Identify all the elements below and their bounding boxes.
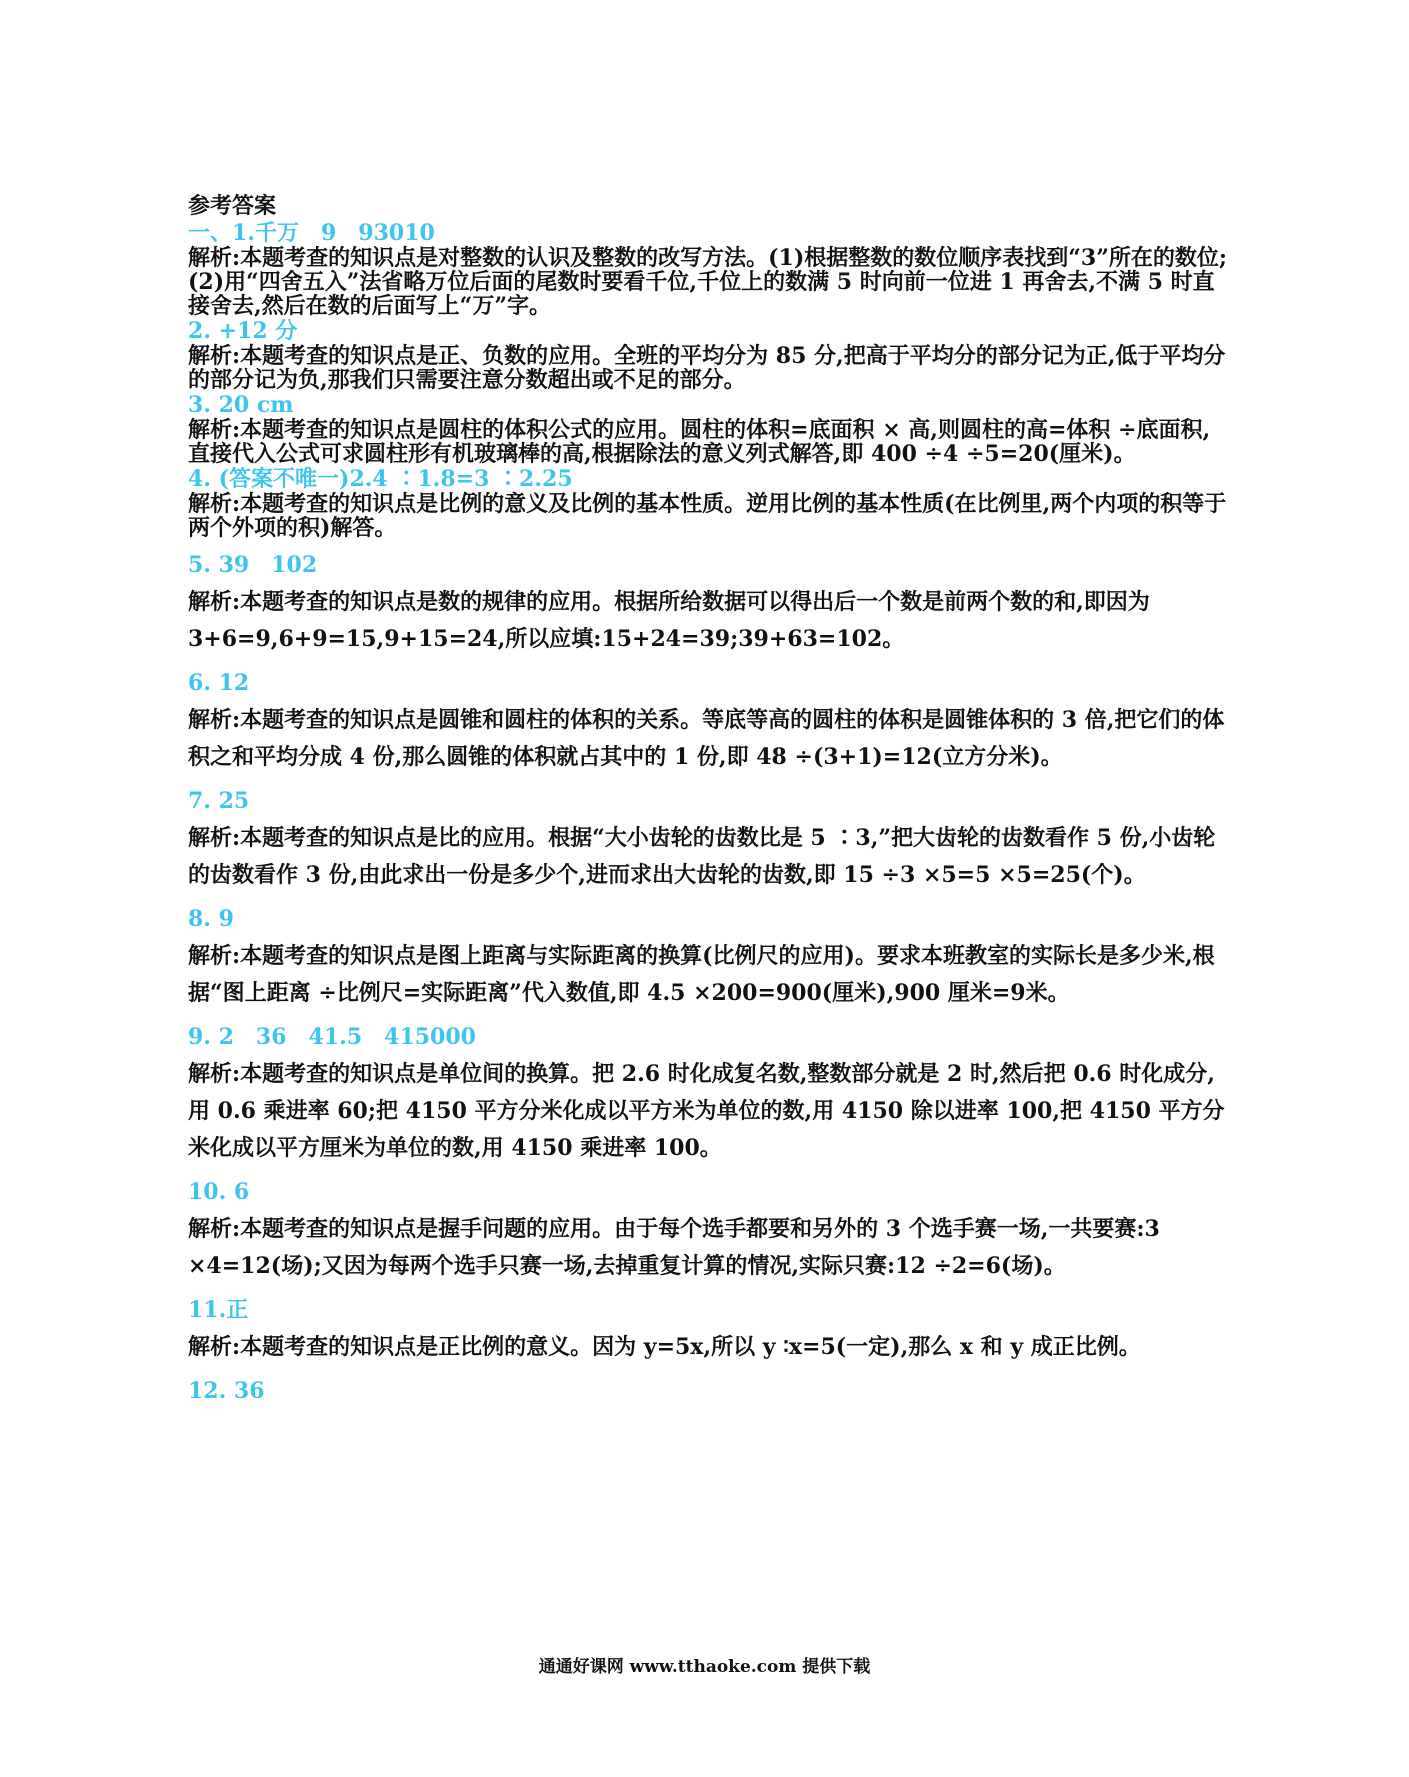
analysis-8: 解析:本题考查的知识点是图上距离与实际距离的换算(比例尺的应用)。要求本班教室的实际长是多少米,根据“图上距离 ÷比例尺=实际距离”代入数值,即 4.5 ×200=900(厘米),900 厘米=9米。 xyxy=(188,943,1215,1006)
analysis-6: 解析:本题考查的知识点是圆锥和圆柱的体积的关系。等底等高的圆柱的体积是圆锥体积的 3 倍,把它们的体积之和平均分成 4 份,那么圆锥的体积就占其中的 1 份,即 48 ÷(3+1)=12(立方分米)。 xyxy=(188,707,1225,770)
answer-10: 10. 6 xyxy=(188,1179,250,1205)
answer-4: 4. (答案不唯一)2.4 ∶1.8=3 ∶2.25 xyxy=(188,466,573,492)
answer-2: 2. +12 分 xyxy=(188,318,298,344)
answer-9: 9. 2 36 41.5 415000 xyxy=(188,1024,476,1050)
answer-7: 7. 25 xyxy=(188,788,250,814)
analysis-3: 解析:本题考查的知识点是圆柱的体积公式的应用。圆柱的体积=底面积 × 高,则圆柱的高=体积 ÷底面积,直接代入公式可求圆柱形有机玻璃棒的高,根据除法的意义列式解答,即 400 ÷4 ÷5=20(厘米)。 xyxy=(188,417,1211,467)
analysis-5: 解析:本题考查的知识点是数的规律的应用。根据所给数据可以得出后一个数是前两个数的和,即因为 3+6=9,6+9=15,9+15=24,所以应填:15+24=39;39+63=102。 xyxy=(188,589,1150,652)
footer-source: 通通好课网 www.tthaoke.com 提供下载 xyxy=(538,1657,871,1677)
analysis-7: 解析:本题考查的知识点是比的应用。根据“大小齿轮的齿数比是 5 ∶3,”把大齿轮的齿数看作 5 份,小齿轮的齿数看作 3 份,由此求出一份是多少个,进而求出大齿轮的齿数,即 15 ÷3 ×5=5 ×5=25(个)。 xyxy=(188,825,1216,888)
analysis-2: 解析:本题考查的知识点是正、负数的应用。全班的平均分为 85 分,把高于平均分的部分记为正,低于平均分的部分记为负,那我们只需要注意分数超出或不足的部分。 xyxy=(188,343,1226,393)
answer-5: 5. 39 102 xyxy=(188,552,318,578)
answer-11: 11.正 xyxy=(188,1297,249,1323)
answer-sheet xyxy=(188,192,1228,1406)
answer-3: 3. 20 cm xyxy=(188,392,294,418)
analysis-11: 解析:本题考查的知识点是正比例的意义。因为 y=5x,所以 y ∶x=5(一定),那么 x 和 y 成正比例。 xyxy=(188,1334,1141,1360)
analysis-10: 解析:本题考查的知识点是握手问题的应用。由于每个选手都要和另外的 3 个选手赛一场,一共要赛:3 ×4=12(场);又因为每两个选手只赛一场,去掉重复计算的情况,实际只赛:12 ÷2=6(场)。 xyxy=(188,1216,1160,1279)
answer-1: 一、1.千万 9 93010 xyxy=(188,220,435,246)
answer-8: 8. 9 xyxy=(188,906,234,932)
answer-12: 12. 36 xyxy=(188,1378,265,1404)
analysis-9: 解析:本题考查的知识点是单位间的换算。把 2.6 时化成复名数,整数部分就是 2 时,然后把 0.6 时化成分,用 0.6 乘进率 60;把 4150 平方分米化成以平方米为单位的数,用 4150 除以进率 100,把 4150 平方分米化成以平方厘米为单位的数,用 4150 乘进率 100。 xyxy=(188,1061,1225,1161)
analysis-4: 解析:本题考查的知识点是比例的意义及比例的基本性质。逆用比例的基本性质(在比例里,两个内项的积等于两个外项的积)解答。 xyxy=(188,491,1227,541)
answer-6: 6. 12 xyxy=(188,670,250,696)
page-title: 参考答案 xyxy=(188,193,277,219)
analysis-1: 解析:本题考查的知识点是对整数的认识及整数的改写方法。(1)根据整数的数位顺序表找到“3”所在的数位;(2)用“四舍五入”法省略万位后面的尾数时要看千位,千位上的数满 5 时向前一位进 1 再舍去,不满 5 时直接舍去,然后在数的后面写上“万”字。 xyxy=(188,245,1227,319)
